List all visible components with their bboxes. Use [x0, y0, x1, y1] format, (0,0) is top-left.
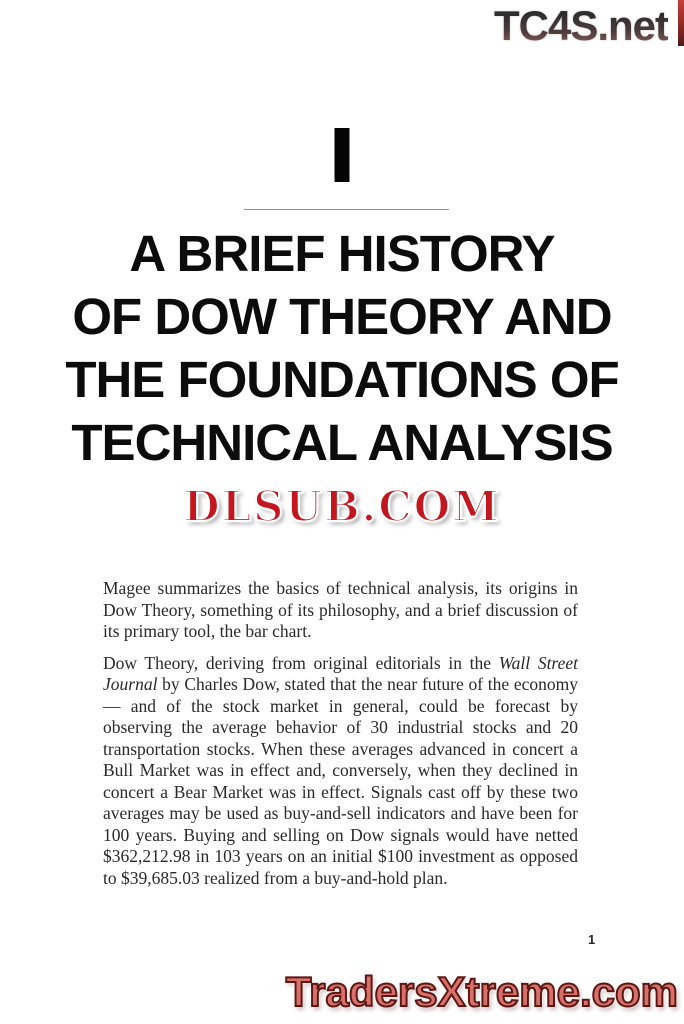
- paragraph: [103, 653, 578, 890]
- title-line: A BRIEF HISTORY: [129, 225, 555, 282]
- tradersxtreme-watermark: TradersXtreme.com: [285, 968, 678, 1015]
- italic-phrase: Wall Street Journal: [103, 652, 578, 694]
- paragraph-text: by Charles Dow, stated that the near future of the economy — and of the stock market in general, could be forecast by observing the average behavior of 30 industrial stocks and 20 transportation stocks. When these averages advanced in concert a Bull Market was in effect and, conversely, when they declined in concert a Bear Market was in effect. Signals cast off by these two averages may be used as buy-and-sell indicators and have been for 100 years. Buying and selling on Dow signals would have netted $362,212.98 in 103 years on an initial $100 investment as opposed to $39,685.03 realized from a buy-and-hold plan.: [103, 674, 578, 888]
- body-text: [103, 578, 578, 899]
- title-line: TECHNICAL ANALYSIS: [71, 414, 613, 471]
- chapter-number: [335, 128, 350, 182]
- paragraph: Magee summarizes the basics of technical analysis, its origins in Dow Theory, something of its philosophy, and a brief discussion of its primary tool, the bar chart.: [103, 578, 578, 641]
- dlsub-watermark: DLSUB.COM: [183, 482, 501, 531]
- paragraph-text: Dow Theory, deriving from original editorials in the: [103, 652, 499, 673]
- chapter-title: [0, 222, 684, 474]
- red-corner-mark: [678, 0, 684, 46]
- title-line: THE FOUNDATIONS OF: [65, 351, 619, 408]
- divider-rule: [244, 209, 449, 210]
- page-number: 1: [588, 932, 596, 947]
- title-line: OF DOW THEORY AND: [72, 288, 612, 345]
- tc4s-watermark: TC4S.net: [493, 2, 668, 49]
